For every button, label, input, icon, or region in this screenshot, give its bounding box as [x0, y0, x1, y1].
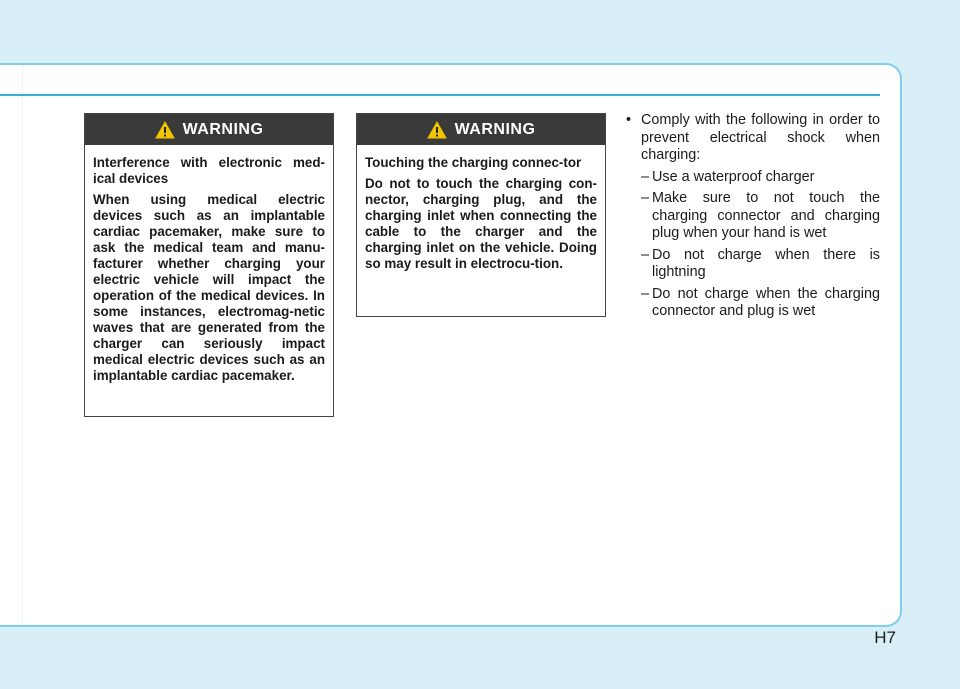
warning-triangle-icon — [427, 121, 447, 139]
bullet-icon: • — [626, 112, 632, 128]
warning-body — [357, 145, 605, 285]
warning-header — [85, 114, 333, 145]
warning-header — [357, 114, 605, 145]
warning-header-label: WARNING — [182, 120, 264, 138]
warning-title: Touching the charging connec-tor — [365, 155, 582, 170]
list-item — [616, 286, 880, 321]
warning-box-medical — [84, 113, 334, 417]
dash-icon: – — [641, 168, 650, 185]
list-item-text: Do not charge when the charging connector and plug is wet — [652, 285, 880, 319]
instruction-column — [616, 112, 880, 321]
bullet-text: Comply with the following in order to prevent electrical shock when charging: — [641, 112, 880, 163]
dash-icon: – — [641, 285, 650, 302]
warning-title: Interference with electronic med-ical devices — [93, 155, 325, 186]
warning-box-connector — [356, 113, 606, 317]
list-item-text: Do not charge when there is lightning — [652, 246, 880, 280]
warning-triangle-icon — [155, 121, 175, 139]
page-margin-rule — [22, 65, 23, 625]
warning-text: Do not to touch the charging con-nector, charging plug, and the charging inlet when connecting the cable to the charger and the charging inlet on the vehicle. Doing so may result in electrocu-tion. — [365, 176, 597, 271]
header-rule — [0, 94, 880, 96]
list-item — [616, 190, 880, 243]
warning-body — [85, 145, 333, 397]
list-item — [616, 247, 880, 282]
list-item — [616, 169, 880, 187]
warning-text: When using medical electric devices such as an implantable cardiac pacemaker, make sure to ask the medical team and manu-facturer whether charging your electric vehicle will impact the operation of the medical devices. In some instances, electromag-netic waves that are generated from the charger can seriously impact medical electric devices such as an implantable cardiac pacemaker. — [93, 192, 325, 383]
bullet-item — [616, 112, 880, 165]
list-item-text: Use a waterproof charger — [652, 168, 815, 185]
page-number: H7 — [874, 628, 896, 647]
list-item-text: Make sure to not touch the charging connector and charging plug when your hand is wet — [652, 190, 880, 241]
dash-icon: – — [641, 246, 650, 263]
warning-header-label: WARNING — [454, 120, 536, 138]
dash-icon: – — [641, 190, 650, 206]
